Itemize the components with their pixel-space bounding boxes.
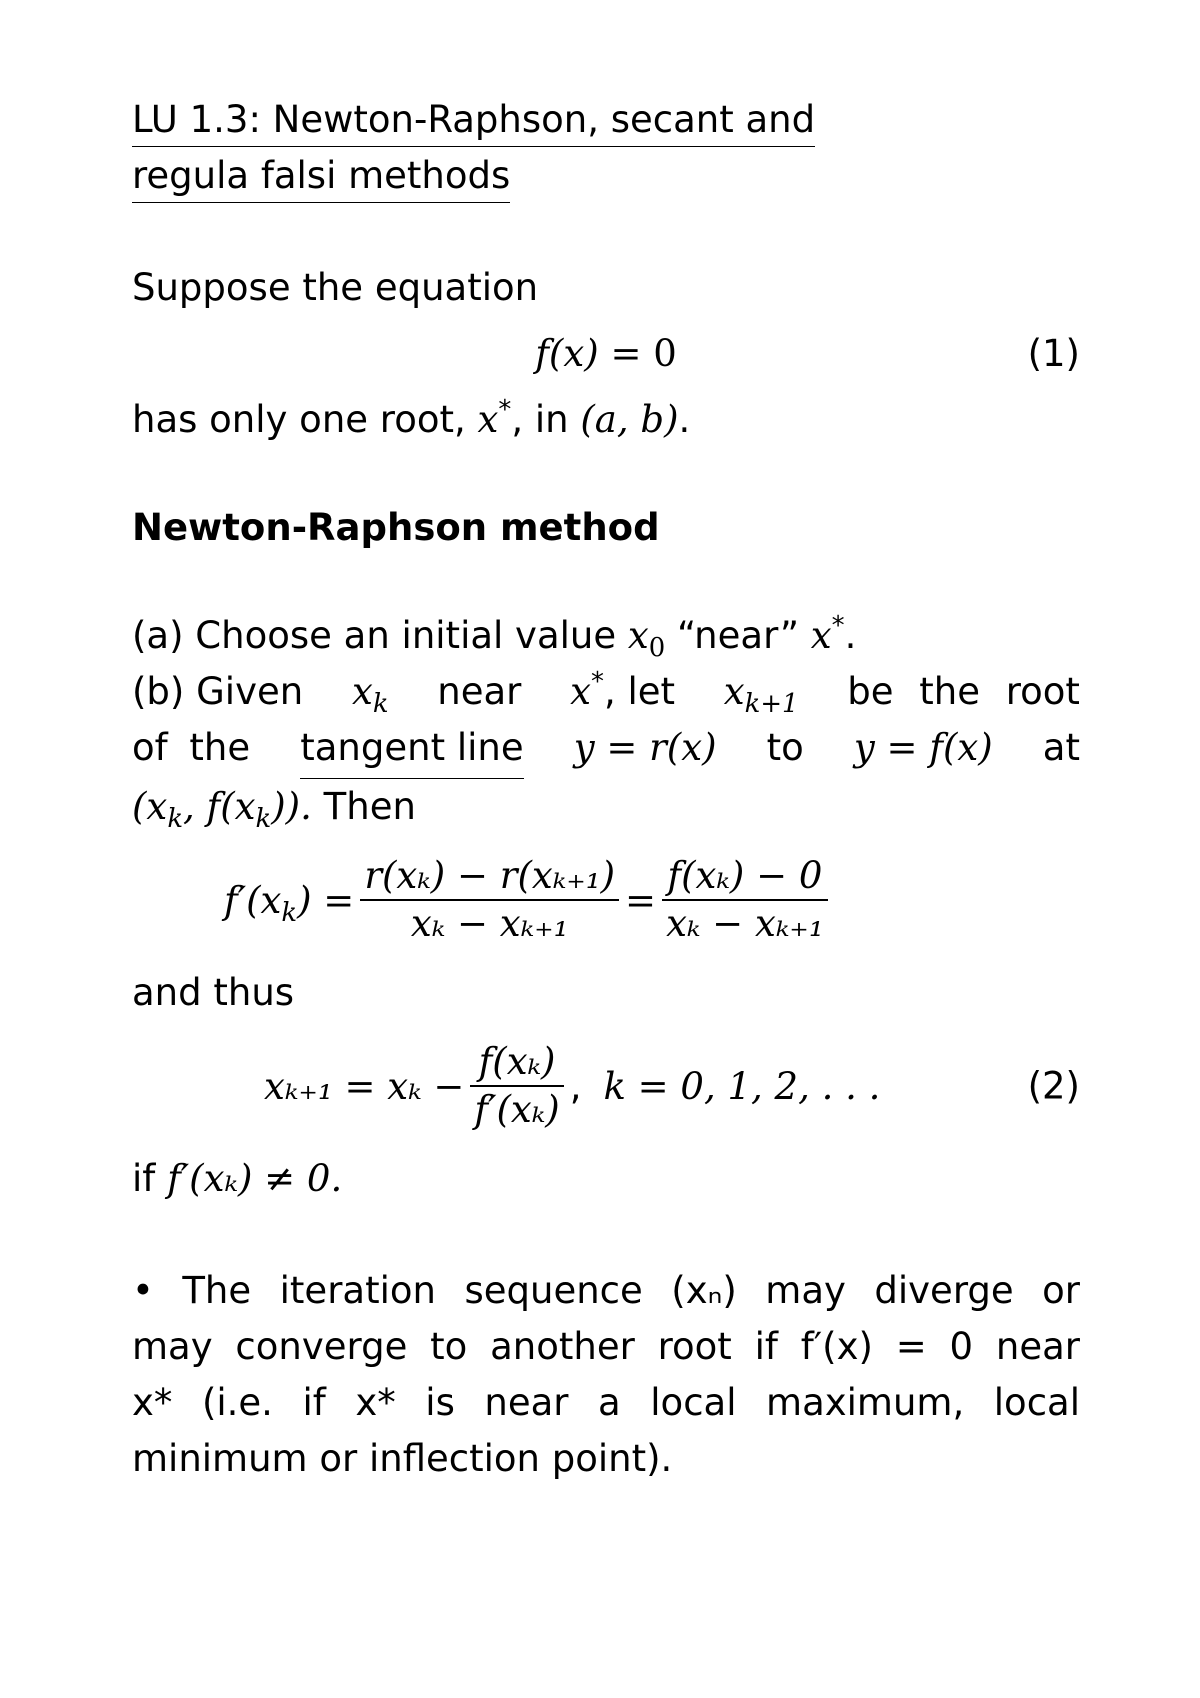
period: . [678,398,691,441]
step-b-let: , let [603,670,676,713]
eq1-number: (1) [1027,332,1080,375]
fraction-2-denominator: xₖ − xₖ₊₁ [666,902,824,945]
step-a [132,608,1080,664]
tangent-line-term: tangent line [300,720,523,779]
slide-title [132,92,1080,204]
step-a-end: . [844,614,857,657]
step-a-label: (a) Choose an initial value [132,614,617,657]
step-b-k1: k+1 [744,688,799,719]
step-b-star: * [591,666,604,697]
step-b-line-3 [132,779,1080,835]
step-b-root: x [570,670,591,713]
step-a-star: * [831,610,845,641]
iter-fraction [470,1039,563,1133]
k-range: k = 0, 1, 2, . . . [603,1064,881,1108]
root-var: x [477,398,499,441]
slide-page [132,92,1080,1487]
note-paragraph [132,1263,1080,1487]
step-a-var: x [627,614,649,657]
condition-expr: f′(xₖ) ≠ 0. [167,1157,343,1200]
fraction-1-numerator: r(xₖ) − r(xₖ₊₁) [360,853,619,901]
curve-eq: y = f(x) [853,726,993,769]
condition-if: if [132,1157,156,1200]
note-line-2: may converge to another root if f′(x) = 0 near [132,1325,1080,1368]
iter-fraction-numerator: f(xₖ) [470,1039,563,1087]
fraction-1-denominator: xₖ − xₖ₊₁ [410,902,569,945]
note-line-3: x* (i.e. if x* is near a local maximum, local [132,1381,1080,1424]
step-b-label: (b) Given [132,670,304,713]
step-b-be: be the root [847,670,1080,713]
iter-lhs: xₖ₊₁ = xₖ − [264,1064,465,1108]
point-open: (x [132,785,168,828]
interval: (a, b) [580,398,679,441]
fraction-2-numerator: f(xₖ) − 0 [662,853,828,901]
tangent-eq: y = r(x) [573,726,717,769]
equation-1 [132,316,1080,392]
root-sentence [132,392,1080,448]
note-line-1: • The iteration sequence (xₙ) may diverge or [132,1269,1080,1312]
deriv-lhs-k: k [281,897,298,928]
intro-sentence: Suppose the equation [132,266,539,309]
fraction-2 [662,853,828,947]
step-b-xk1: x [723,670,745,713]
step-a-sub: 0 [648,632,666,663]
fraction-1 [360,853,619,947]
section-heading: Newton-Raphson method [132,506,660,549]
step-b-near: near [437,670,522,713]
step-b-xk: x [351,670,373,713]
iteration-equation [132,1021,1080,1151]
title-line-2: regula falsi methods [132,150,510,203]
derivative-equation [132,835,1080,965]
deriv-lhs-close: ) = [297,878,355,922]
in-text: , in [511,398,569,441]
step-b-of: of the [132,726,251,769]
then-text: Then [323,785,416,828]
point-k: k [167,803,184,834]
title-line-1: LU 1.3: Newton-Raphson, secant and [132,94,815,147]
eq1-lhs: f(x) [535,332,599,375]
point-close: )). [271,785,312,828]
step-b-to: to [766,726,804,769]
step-b-k: k [372,688,389,719]
has-only-text: has only one root, [132,398,466,441]
eq1-rhs: = 0 [610,332,677,375]
step-b-line-1 [132,664,1080,720]
point-k2: k [255,803,272,834]
step-b-line-2 [132,720,1080,779]
step-a-root: x [810,614,832,657]
eq2-number: (2) [1027,1064,1080,1108]
deriv-lhs-f: f′(x [224,878,282,922]
condition-line [132,1151,1080,1207]
point-mid: , f(x [183,785,256,828]
step-a-near: “near” [677,614,799,657]
root-star: * [498,394,512,425]
iter-fraction-denominator: f′(xₖ) [474,1088,560,1131]
iter-comma: , [569,1064,582,1108]
and-thus-text: and thus [132,971,295,1014]
deriv-eq-sign: = [625,878,657,922]
step-b-at: at [1042,726,1080,769]
note-line-4: minimum or inflection point). [132,1437,673,1480]
